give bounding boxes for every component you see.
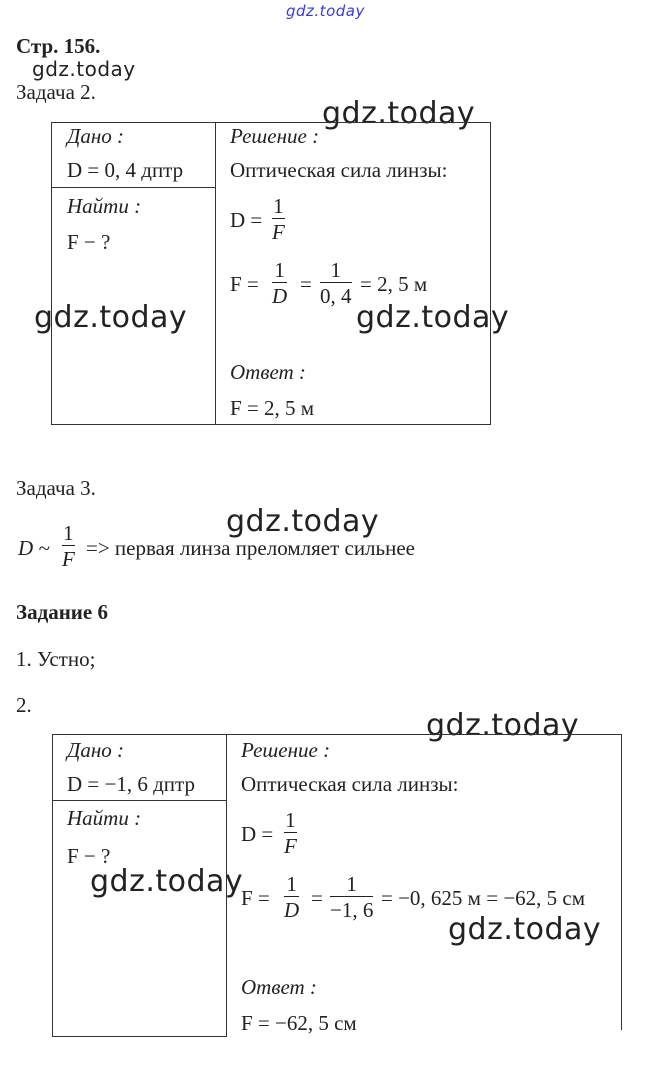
task3-title: Задача 3. — [16, 476, 96, 500]
task2-answer-label: Ответ : — [230, 360, 306, 384]
task2-given-label: Дано : — [67, 124, 125, 148]
watermark-ex6-top: gdz.today — [426, 708, 580, 743]
ex6-given-separator — [52, 800, 227, 801]
watermark-top: gdz.today — [286, 2, 365, 20]
ex6-eq1-lhs: D = — [241, 822, 274, 846]
ex6-table-right — [621, 734, 622, 1030]
watermark-task2-top: gdz.today — [322, 96, 476, 131]
numerator: 1 — [285, 808, 296, 832]
task2-eq2-lhs: F = — [230, 272, 259, 296]
ex6-solution-intro: Оптическая сила линзы: — [241, 772, 459, 796]
task2-eq2-fraction2 — [320, 258, 352, 309]
ex6-solution-label: Решение : — [241, 738, 331, 762]
task2-table-divider — [215, 122, 216, 424]
exercise6-item2: 2. — [16, 693, 32, 717]
ex6-eq2-fraction1 — [284, 872, 299, 923]
numerator: 1 — [330, 258, 341, 282]
watermark-task2-left: gdz.today — [34, 300, 188, 335]
ex6-answer-value: F = −62, 5 см — [241, 1011, 357, 1035]
ex6-find-label: Найти : — [67, 806, 142, 830]
numerator: 1 — [274, 258, 285, 282]
denominator: F — [284, 834, 297, 858]
ex6-eq2-equals: = — [311, 886, 323, 910]
denominator: −1, 6 — [330, 898, 374, 922]
task2-eq1-fraction — [272, 194, 285, 245]
watermark-ex6-right: gdz.today — [448, 912, 602, 947]
denominator: F — [272, 220, 285, 244]
task2-given-separator — [51, 187, 215, 188]
denominator: F — [62, 547, 75, 571]
ex6-given-label: Дано : — [67, 738, 125, 762]
ex6-table-top — [52, 734, 622, 735]
task2-find-label: Найти : — [67, 194, 142, 218]
ex6-eq2-lhs: F = — [241, 886, 270, 910]
ex6-eq1-fraction — [284, 808, 297, 859]
denominator: D — [284, 898, 300, 922]
ex6-eq2-fraction2 — [330, 872, 373, 923]
watermark-task3: gdz.today — [226, 504, 380, 539]
task2-title: Задача 2. — [16, 80, 96, 104]
ex6-table-left — [52, 734, 53, 1036]
task2-eq2-fraction1 — [272, 258, 287, 309]
task2-solution-label: Решение : — [230, 124, 320, 148]
task3-lhs: D ~ — [18, 536, 50, 560]
task2-solution-intro: Оптическая сила линзы: — [230, 158, 448, 182]
exercise6-item1: 1. Устно; — [16, 647, 96, 671]
ex6-table-divider — [226, 734, 227, 1036]
task2-eq2-equals: = — [300, 272, 312, 296]
ex6-find-value: F − ? — [67, 844, 111, 868]
task2-eq1-lhs: D = — [230, 208, 263, 232]
numerator: 1 — [346, 872, 357, 896]
ex6-eq2-result: = −0, 625 м = −62, 5 см — [381, 886, 586, 910]
watermark-ex6-left: gdz.today — [90, 864, 244, 899]
ex6-table-bottom — [52, 1036, 227, 1037]
numerator: 1 — [273, 194, 284, 218]
denominator: 0, 4 — [320, 284, 352, 308]
exercise6-title: Задание 6 — [16, 600, 108, 624]
task3-fraction — [62, 521, 75, 572]
denominator: D — [272, 284, 288, 308]
task2-find-value: F − ? — [67, 230, 111, 254]
page-number-heading: Стр. 156. — [16, 34, 101, 58]
ex6-given-value: D = −1, 6 дптр — [67, 772, 195, 796]
numerator: 1 — [63, 521, 74, 545]
task2-answer-value: F = 2, 5 м — [230, 396, 315, 420]
watermark-header: gdz.today — [32, 57, 136, 81]
watermark-task2-right: gdz.today — [356, 300, 510, 335]
task2-eq2-result: = 2, 5 м — [360, 272, 428, 296]
task2-given-value: D = 0, 4 дптр — [67, 158, 184, 182]
task3-conclusion: => первая линза преломляет сильнее — [86, 536, 415, 560]
ex6-answer-label: Ответ : — [241, 975, 317, 999]
numerator: 1 — [286, 872, 297, 896]
